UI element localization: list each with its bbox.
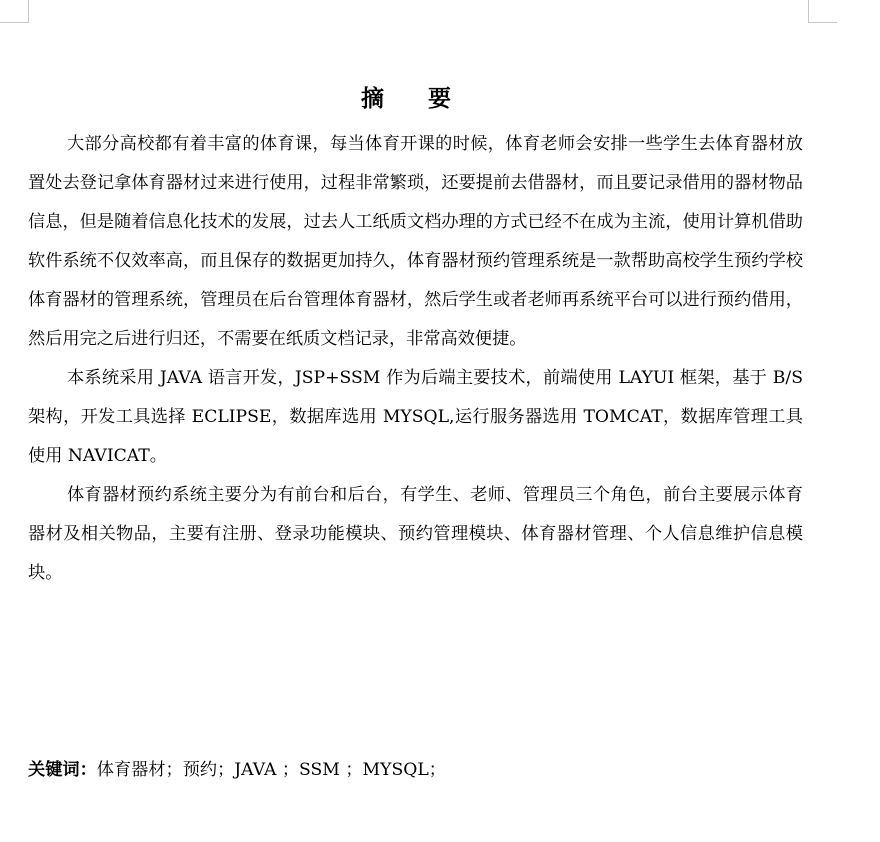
keywords-value: 体育器材；预约；JAVA ；SSM ；MYSQL； xyxy=(96,760,446,780)
page-corner-mark-right xyxy=(808,0,837,23)
keywords-line xyxy=(28,755,803,785)
page-title: 摘 要 xyxy=(360,86,469,112)
abstract-paragraph-1: 大部分高校都有着丰富的体育课，每当体育开课的时候，体育老师会安排一些学生去体育器材放置处去登记拿体育器材过来进行使用，过程非常繁琐，还要提前去借器材，而且要记录借用的器材物品信息，但是随着信息化技术的发展，过去人工纸质文档办理的方式已经不在成为主流，使用计算机借助软件系统不仅效率高，而且保存的数据更加持久，体育器材预约管理系统是一款帮助高校学生预约学校体育器材的管理系统，管理员在后台管理体育器材，然后学生或者老师再系统平台可以进行预约借用，然后用完之后进行归还，不需要在纸质文档记录，非常高效便捷。 xyxy=(28,134,803,349)
page-corner-mark-left xyxy=(0,0,29,23)
keywords-label: 关键词： xyxy=(28,760,97,780)
abstract-body xyxy=(28,125,803,593)
abstract-paragraph-3: 体育器材预约系统主要分为有前台和后台，有学生、老师、管理员三个角色，前台主要展示体育器材及相关物品，主要有注册、登录功能模块、预约管理模块、体育器材管理、个人信息维护信息模块。 xyxy=(28,485,803,583)
abstract-paragraph-2: 本系统采用 JAVA 语言开发，JSP+SSM 作为后端主要技术，前端使用 LAYUI 框架，基于 B/S 架构，开发工具选择 ECLIPSE，数据库选用 MYSQL,运行服务器选用 TOMCAT，数据库管理工具使用 NAVICAT。 xyxy=(28,368,803,466)
